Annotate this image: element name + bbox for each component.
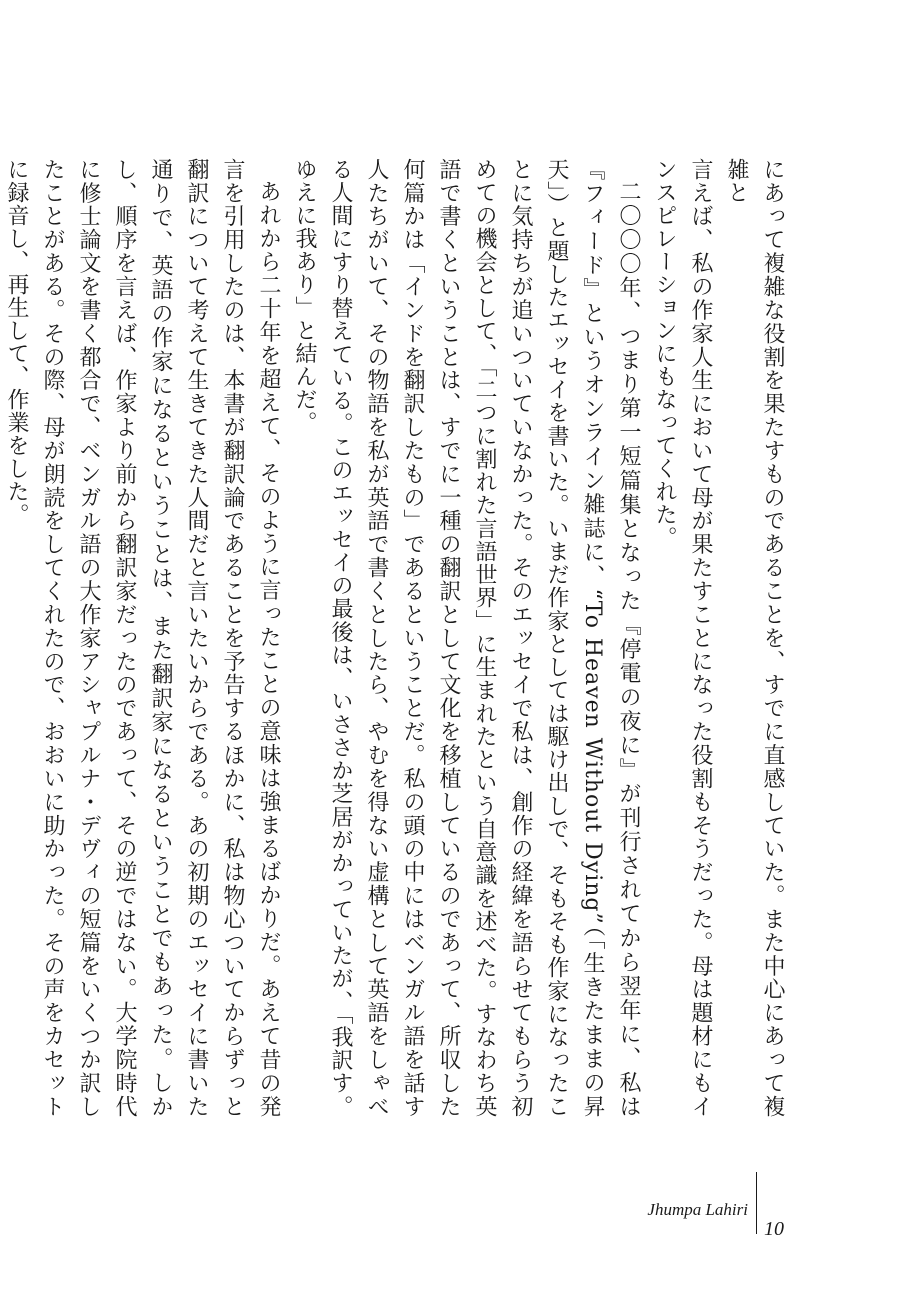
footer-divider [756,1172,757,1234]
page-number: 10 [764,1218,784,1240]
paragraph-3: あれから二十年を超えて、そのように言ったことの意味は強まるばかりだ。あえて昔の発言を引用したのは、本書が翻訳論であることを予告するほかに、私は物心ついてからずっと翻訳について考えて生きてきた人間だと言いたいからである。あの初期のエッセイに書いた通りで、英語の作家になるということは、また翻訳家になるということでもあった。しかし、順序を言えば、作家より前から翻訳家だったのであって、その逆ではない。大学院時代に修士論文を書く都合で、ベンガル語の大作家アシャプルナ・デヴィの短篇をいくつか訳したことがある。その際、母が朗読をしてくれたので、おおいに助かった。その声をカセットに録音し、再生して、作業をした。 [4,158,281,1119]
opening-line: にあって複雑な役割を果たすものであることを、すでに直感していた。また中心にあって複雑と [724,158,785,1118]
paragraph-2: 二〇〇〇年、つまり第一短篇集となった『停電の夜に』が刊行されてから翌年に、私は『フィード』というオンライン雑誌に、“To Heaven Without Dying”（「生きたままの昇天」）と題したエッセイを書いた。いまだ作家としては駆け出しで、そもそも作家になったことに気持ちが追いついていなかった。そのエッセイで私は、創作の経緯を語らせてもらう初めての機会として、「二つに割れた言語世界」に生まれたという自意識を述べた。すなわち英語で書くということは、すでに一種の翻訳として文化を移植しているのであって、所収した何篇かは「インドを翻訳したもの」であるということだ。私の頭の中にはベンガル語を話す人たちがいて、その物語を私が英語で書くとしたら、やむを得ない虚構として英語をしゃべる人間にすり替えている。このエッセイの最後は、いささか芝居がかっていたが、「我訳す。ゆえに我あり」と結んだ。 [292,158,641,1118]
running-footer-author: Jhumpa Lahiri [647,1200,748,1219]
vertical-text-block [4,158,790,1119]
paragraph-1: 言えば、私の作家人生において母が果たすことになった役割もそうだった。母は題材にもインスピレーションにもなってくれた。 [652,158,713,1118]
